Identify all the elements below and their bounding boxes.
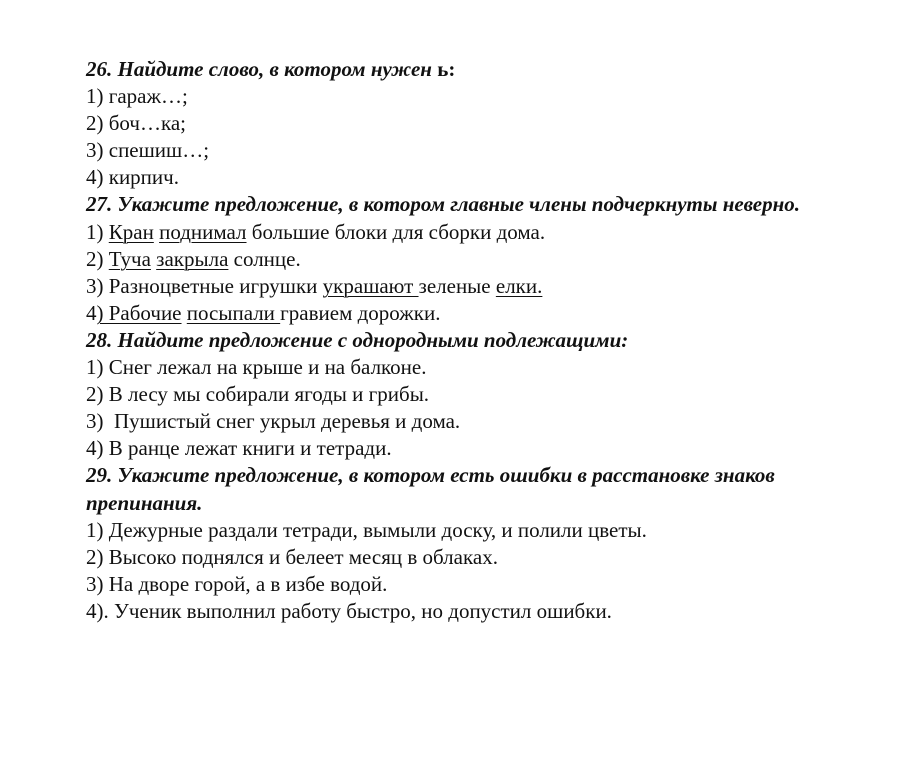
underlined-segment: Кран — [108, 219, 154, 244]
option-text: 2) Высоко поднялся и белеет месяц в облаках. — [86, 544, 498, 569]
answer-option — [86, 381, 876, 408]
question-block — [86, 327, 876, 462]
answer-option — [86, 164, 876, 191]
underlined-segment: украшают — [322, 273, 419, 298]
answer-option — [86, 137, 876, 164]
question-title — [86, 191, 876, 218]
option-text: зеленые — [418, 273, 496, 298]
option-text: гравием дорожки. — [280, 300, 441, 325]
answer-option — [86, 110, 876, 137]
question-title-text: 28. Найдите предложение с однородными подлежащими: — [86, 327, 629, 352]
option-text: 3) На дворе горой, а в избе водой. — [86, 571, 388, 596]
underlined-segment: закрыла — [156, 246, 229, 271]
option-text: солнце. — [228, 246, 301, 271]
question-title-tail: ь: — [437, 57, 456, 81]
question-block — [86, 56, 876, 191]
answer-option — [86, 219, 876, 246]
question-title — [86, 327, 876, 354]
option-text: 2) боч…ка; — [86, 111, 186, 136]
answer-option — [86, 273, 876, 300]
option-text: 4 — [86, 300, 97, 325]
answer-option — [86, 83, 876, 110]
answer-option — [86, 408, 876, 435]
option-text: 1) Снег лежал на крыше и на балконе. — [86, 355, 427, 380]
answer-option — [86, 435, 876, 462]
option-text: 4) В ранце лежат книги и тетради. — [86, 436, 392, 461]
option-text: 4) кирпич. — [86, 165, 179, 190]
option-text: 1) — [86, 219, 109, 244]
question-title — [86, 462, 876, 516]
document-body — [86, 56, 876, 625]
question-title — [86, 56, 876, 83]
option-text: 1) Дежурные раздали тетради, вымыли доску, и полили цветы. — [86, 517, 647, 542]
answer-option — [86, 571, 876, 598]
answer-option — [86, 598, 876, 625]
question-title-text: 27. Укажите предложение, в котором главные члены подчеркнуты неверно. — [86, 192, 801, 217]
option-text: 2) В лесу мы собирали ягоды и грибы. — [86, 382, 430, 407]
option-text: 1) гараж…; — [86, 84, 188, 109]
option-text: 3) Разноцветные игрушки — [86, 273, 323, 298]
option-text: 3) спешиш…; — [86, 138, 210, 163]
answer-option — [86, 544, 876, 571]
option-text: 3) Пушистый снег укрыл деревья и дома. — [86, 409, 461, 434]
option-text: 4). Ученик выполнил работу быстро, но допустил ошибки. — [86, 598, 612, 623]
option-text: 2) — [86, 246, 109, 271]
underlined-segment: ) Рабочие — [96, 300, 182, 325]
underlined-segment: Туча — [108, 246, 151, 271]
underlined-segment: поднимал — [159, 219, 247, 244]
answer-option — [86, 300, 876, 327]
question-title-text: 29. Укажите предложение, в котором есть ошибки в расстановке знаков препинания. — [86, 463, 775, 515]
question-block — [86, 462, 876, 625]
question-title-text: 26. Найдите слово, в котором нужен — [86, 57, 438, 81]
answer-option — [86, 246, 876, 273]
option-text: большие блоки для сборки дома. — [246, 219, 546, 244]
answer-option — [86, 354, 876, 381]
question-block — [86, 191, 876, 326]
underlined-segment: посыпали — [186, 300, 281, 325]
answer-option — [86, 517, 876, 544]
underlined-segment: елки. — [495, 273, 543, 298]
